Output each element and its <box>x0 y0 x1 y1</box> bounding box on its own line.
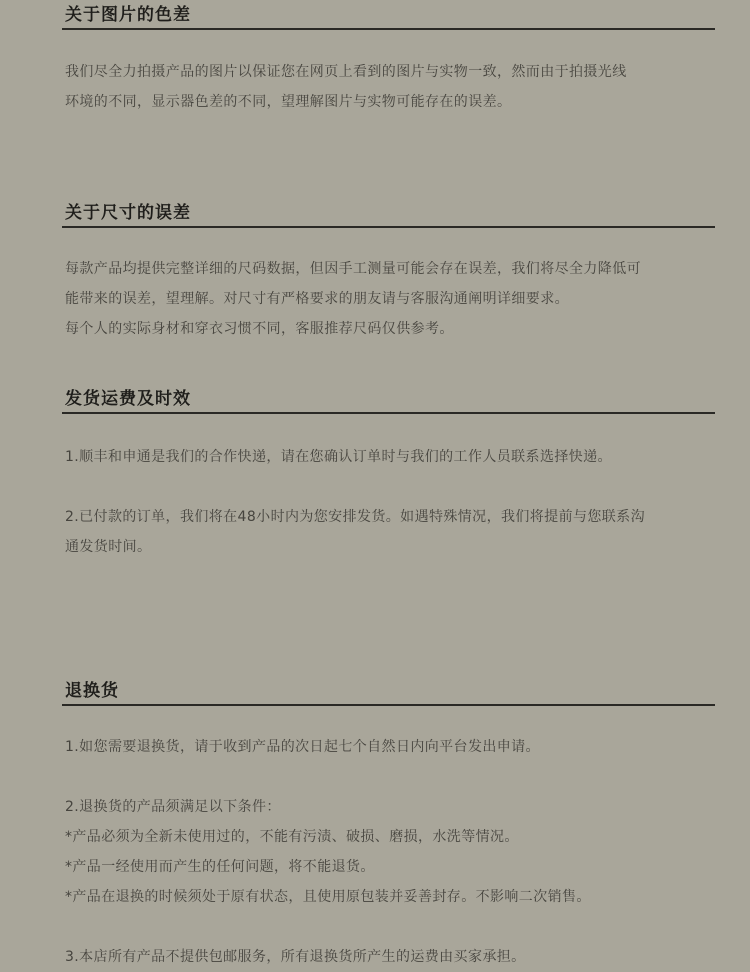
paragraph-line: 每个人的实际身材和穿衣习惯不同，客服推荐尺码仅供参考。 <box>65 321 454 337</box>
paragraph-line: *产品必须为全新未使用过的，不能有污渍、破损、磨损，水洗等情况。 <box>65 829 519 845</box>
section-title: 关于尺寸的误差 <box>65 203 191 223</box>
section-returns <box>62 678 715 706</box>
paragraph-line: 2.已付款的订单，我们将在48小时内为您安排发货。如遇特殊情况，我们将提前与您联系沟 <box>65 509 645 525</box>
section-size-error <box>62 200 715 228</box>
section-color-difference <box>62 2 715 30</box>
section-divider <box>62 28 715 30</box>
paragraph-line: 环境的不同，显示器色差的不同，望理解图片与实物可能存在的误差。 <box>65 94 512 110</box>
paragraph-line: *产品一经使用而产生的任何问题，将不能退货。 <box>65 859 375 875</box>
section-divider <box>62 412 715 414</box>
paragraph-line: 每款产品均提供完整详细的尺码数据，但因手工测量可能会存在误差，我们将尽全力降低可 <box>65 261 641 277</box>
paragraph-line: 能带来的误差，望理解。对尺寸有严格要求的朋友请与客服沟通阐明详细要求。 <box>65 291 569 307</box>
paragraph-line: 1.顺丰和申通是我们的合作快递，请在您确认订单时与我们的工作人员联系选择快递。 <box>65 449 612 465</box>
section-divider <box>62 226 715 228</box>
paragraph-line: 通发货时间。 <box>65 539 152 555</box>
paragraph-line: 3.本店所有产品不提供包邮服务，所有退换货所产生的运费由买家承担。 <box>65 949 526 965</box>
paragraph-line: 2.退换货的产品须满足以下条件： <box>65 799 281 815</box>
section-title: 关于图片的色差 <box>65 5 191 25</box>
section-title: 发货运费及时效 <box>65 389 191 409</box>
paragraph-line: 1.如您需要退换货，请于收到产品的次日起七个自然日内向平台发出申请。 <box>65 739 540 755</box>
section-shipping <box>62 386 715 414</box>
paragraph-line: 我们尽全力拍摄产品的图片以保证您在网页上看到的图片与实物一致，然而由于拍摄光线 <box>65 64 627 80</box>
section-divider <box>62 704 715 706</box>
section-title: 退换货 <box>65 681 119 701</box>
paragraph-line: *产品在退换的时候须处于原有状态，且使用原包装并妥善封存。不影响二次销售。 <box>65 889 591 905</box>
